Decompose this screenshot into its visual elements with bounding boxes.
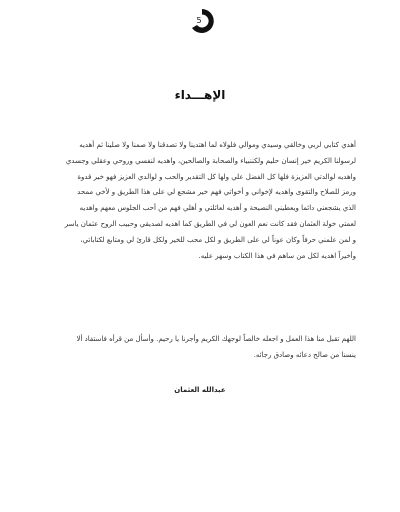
dedication-paragraph [40,138,356,264]
dedication-line: الذي يشجعني دائما ويعطيني النصيحة و أهديه لعائلتي و أهلي فهم من أحب الجلوس معهم واهديه [79,204,356,213]
dedication-line: وأخيراً اهديه لكل من ساهم في هذا الكتاب وسهر عليه. [198,251,356,260]
dedication-line: ورمز للصلاح والتقوى واهديه لإخواني و أخواتي فهم خير مشجع لي على هذا الطريق و لأخي ممحد [77,188,356,197]
author-signature: عبدالله العثمان [174,386,226,394]
dedication-title: الإهـــداء [174,88,226,102]
dedication-line: أهدي كتابي لربي وخالقي وسيدي وموالي فلولاه لما اهتدينا ولا تصدقنا ولا صمنا ولا صلينا ثم أهديه [79,141,356,149]
prayer-line: ينسنا من صالح دعائه وصادق رجائه. [253,351,356,359]
prayer-line: اللهم تقبل منا هذا العمل و اجعله خالصاً لوجهك الكريم وأجرنا يا رحيم. وأسأل من قرأه فاستفاد ألا [76,335,356,343]
prayer-paragraph [40,331,356,363]
dedication-line: واهديه لوالدتي العزيزة فلها كل الفضل علي ولها كل التقدير والحب و لوالدي العزيز فهو خير قدوة [77,172,356,181]
dedication-line: لرسولنا الكريم خير إنسان حليم ولكننبياء والصحابة والصالحين، واهديه لنفسي وروحي وعقلي وجسدي [65,156,356,165]
page-number: 5 [196,16,202,25]
page-number-badge [189,8,215,34]
dedication-line: و لمن علمني حرفاً وكان عوناً لي على الطريق و لكل محب للخير ولكل قارئ لي ومتابع لكتاباتي، [80,235,356,244]
dedication-line: لعمتي خولة العثمان فقد كانت نعم العون لي في الطريق كما اهديه لصديقي وحبيب الروح عثمان ياسر [64,219,356,228]
